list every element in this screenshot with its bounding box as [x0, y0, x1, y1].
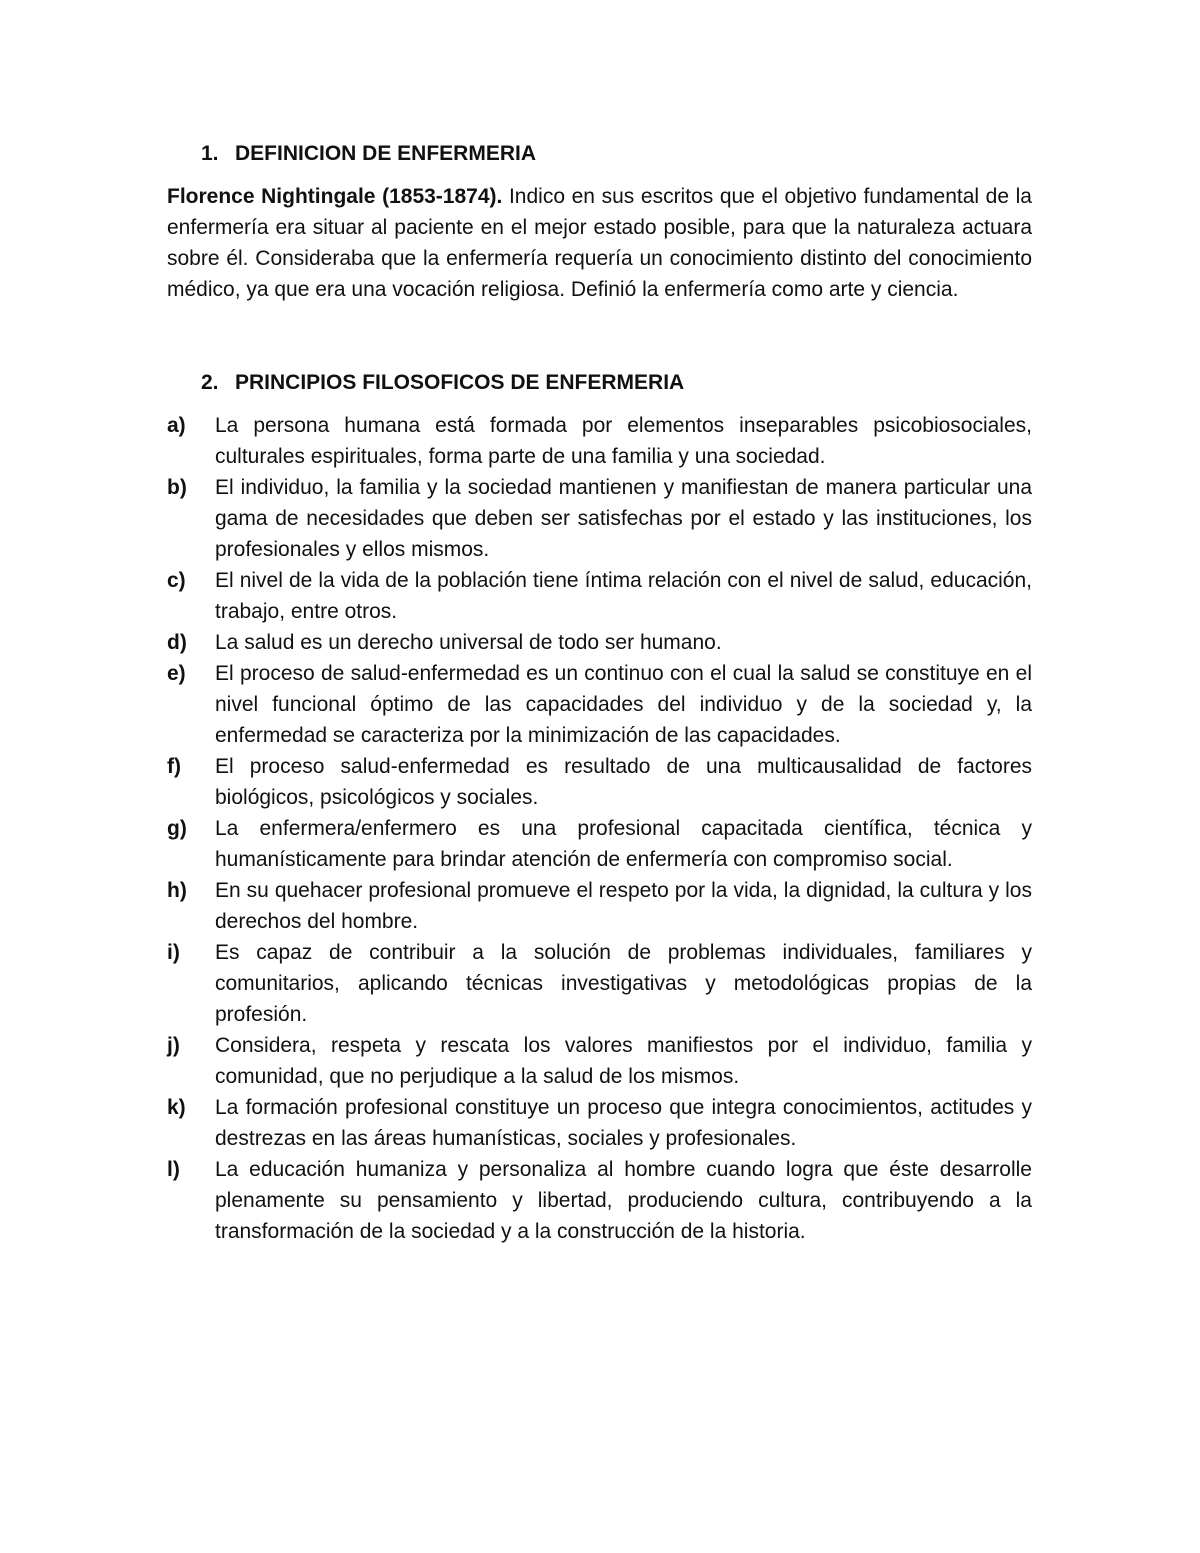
- list-item-text: El nivel de la vida de la población tiene íntima relación con el nivel de salud, educación, trabajo, entre otros.: [215, 569, 1032, 623]
- list-item-text: El proceso de salud-enfermedad es un continuo con el cual la salud se constituye en el nivel funcional óptimo de las capacidades del individuo y de la sociedad y, la enfermedad se caracteriza por la minimización de las capacidades.: [215, 662, 1032, 747]
- principle-item-d: [167, 627, 1032, 658]
- list-item-text: La persona humana está formada por elementos inseparables psicobiosociales, culturales espirituales, forma parte de una familia y una sociedad.: [215, 414, 1032, 468]
- list-marker: b): [167, 476, 187, 499]
- list-marker: e): [167, 662, 186, 685]
- section-1-title: DEFINICION DE ENFERMERIA: [235, 142, 537, 165]
- section-2-number: 2.: [201, 371, 219, 394]
- list-item-text: La salud es un derecho universal de todo ser humano.: [215, 631, 722, 654]
- section-2-title: PRINCIPIOS FILOSOFICOS DE ENFERMERIA: [235, 371, 685, 394]
- document-page: [167, 138, 1032, 1247]
- list-item-text: La enfermera/enfermero es una profesional capacitada científica, técnica y humanísticamente para brindar atención de enfermería con compromiso social.: [215, 817, 1032, 871]
- principles-list: [167, 410, 1032, 1247]
- principle-item-k: [167, 1092, 1032, 1154]
- list-marker: l): [167, 1158, 180, 1181]
- principle-item-c: [167, 565, 1032, 627]
- definition-paragraph: [167, 181, 1032, 305]
- list-marker: g): [167, 817, 187, 840]
- list-marker: i): [167, 941, 180, 964]
- list-item-text: En su quehacer profesional promueve el respeto por la vida, la dignidad, la cultura y los derechos del hombre.: [215, 879, 1032, 933]
- section-1-number: 1.: [201, 142, 219, 165]
- principle-item-i: [167, 937, 1032, 1030]
- list-item-text: La formación profesional constituye un proceso que integra conocimientos, actitudes y destrezas en las áreas humanísticas, sociales y profesionales.: [215, 1096, 1032, 1150]
- list-marker: c): [167, 569, 186, 592]
- list-item-text: El individuo, la familia y la sociedad mantienen y manifiestan de manera particular una gama de necesidades que deben ser satisfechas por el estado y las instituciones, los profesionales y ellos mismos.: [215, 476, 1032, 561]
- list-item-text: Considera, respeta y rescata los valores manifiestos por el individuo, familia y comunidad, que no perjudique a la salud de los mismos.: [215, 1034, 1032, 1088]
- definition-body: Indico en sus escritos que el objetivo fundamental de la enfermería era situar al paciente en el mejor estado posible, para que la naturaleza actuara sobre él. Consideraba que la enfermería requería un conocimiento distinto del conocimiento médico, ya que era una vocación religiosa. Definió la enfermería como arte y ciencia.: [167, 185, 1032, 301]
- principle-item-j: [167, 1030, 1032, 1092]
- principle-item-h: [167, 875, 1032, 937]
- principle-item-g: [167, 813, 1032, 875]
- list-marker: d): [167, 631, 187, 654]
- list-marker: j): [167, 1034, 180, 1057]
- principle-item-a: [167, 410, 1032, 472]
- section-1-heading: [167, 138, 1032, 169]
- list-marker: h): [167, 879, 187, 902]
- principle-item-e: [167, 658, 1032, 751]
- list-item-text: La educación humaniza y personaliza al hombre cuando logra que éste desarrolle plenamente su pensamiento y libertad, produciendo cultura, contribuyendo a la transformación de la sociedad y a la construcción de la historia.: [215, 1158, 1032, 1243]
- definition-lead: Florence Nightingale (1853-1874).: [167, 185, 503, 208]
- list-marker: f): [167, 755, 181, 778]
- list-marker: k): [167, 1096, 186, 1119]
- section-2-heading: [167, 367, 1032, 398]
- principle-item-b: [167, 472, 1032, 565]
- list-marker: a): [167, 414, 186, 437]
- list-item-text: Es capaz de contribuir a la solución de problemas individuales, familiares y comunitarios, aplicando técnicas investigativas y metodológicas propias de la profesión.: [215, 941, 1032, 1026]
- list-item-text: El proceso salud-enfermedad es resultado de una multicausalidad de factores biológicos, psicológicos y sociales.: [215, 755, 1032, 809]
- principle-item-f: [167, 751, 1032, 813]
- principle-item-l: [167, 1154, 1032, 1247]
